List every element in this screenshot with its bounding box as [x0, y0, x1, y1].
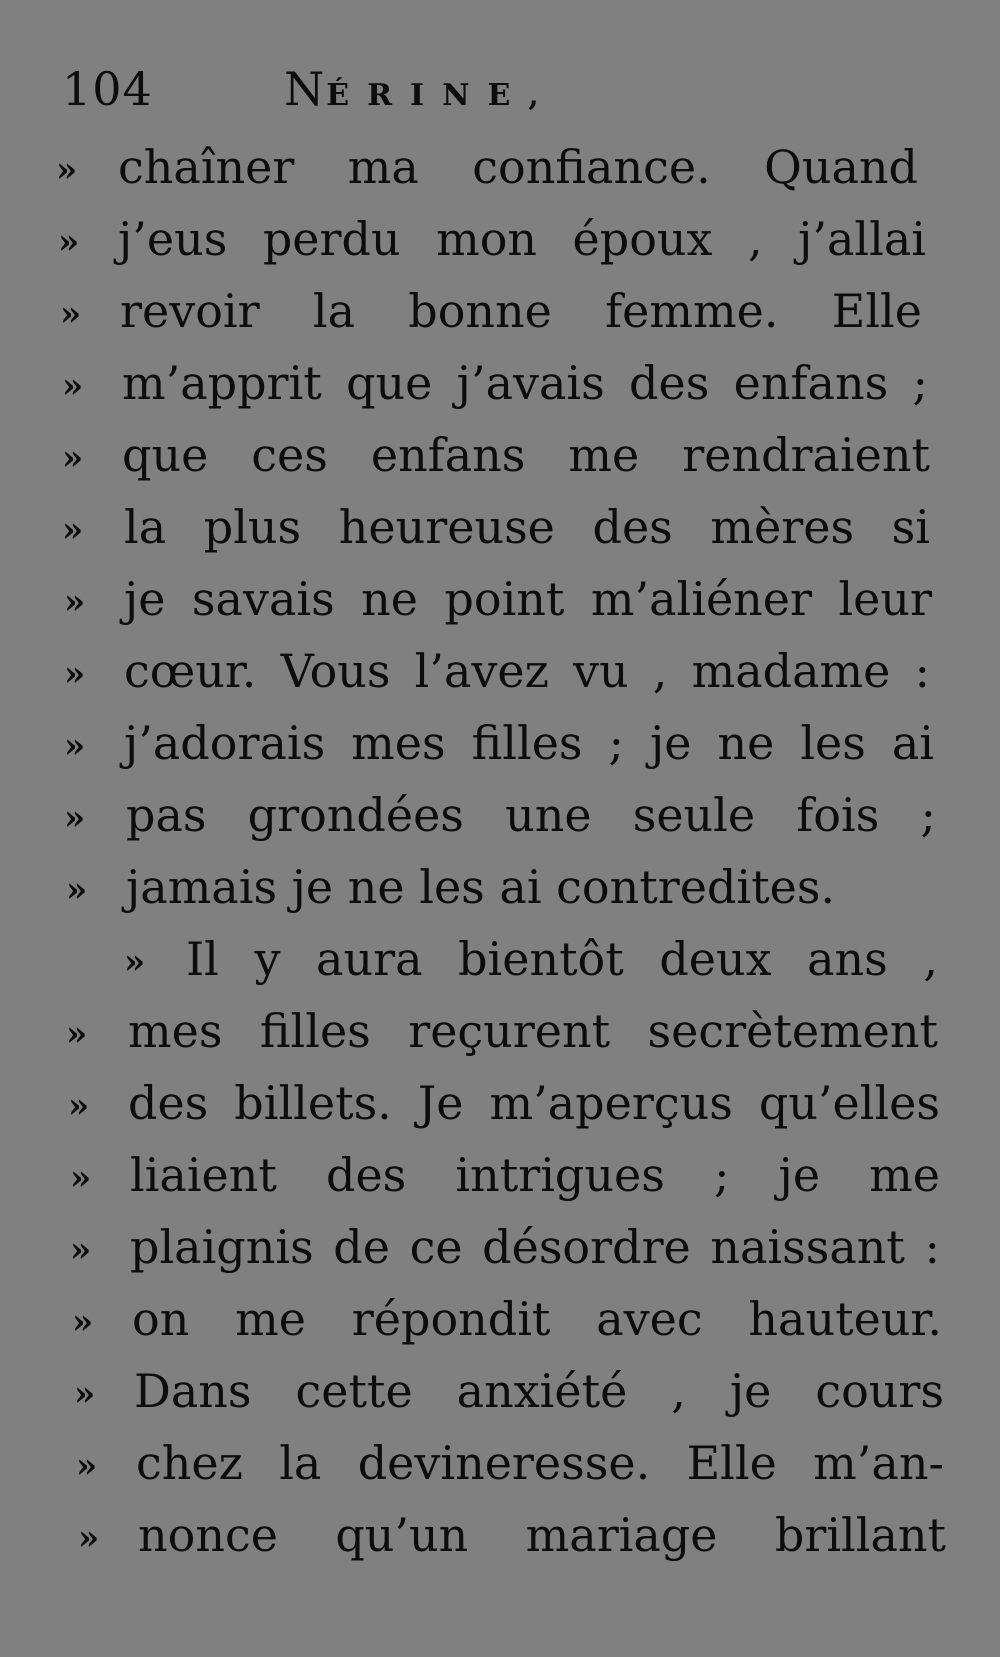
- running-title-initial: N: [284, 62, 327, 116]
- quote-mark: »: [72, 1302, 94, 1342]
- quote-mark: »: [58, 222, 80, 262]
- quote-mark: »: [62, 366, 84, 406]
- quote-mark: »: [64, 726, 86, 766]
- line-text: mes filles reçurent secrètement: [128, 1004, 938, 1058]
- line-text: chez la devineresse. Elle m’an-: [136, 1436, 944, 1490]
- text-line: [0, 1364, 1000, 1436]
- quote-mark: »: [74, 1374, 96, 1414]
- quote-mark: »: [76, 1446, 98, 1486]
- quote-mark: »: [124, 942, 146, 982]
- quote-mark: »: [64, 654, 86, 694]
- text-line: [0, 572, 1000, 644]
- running-title: [284, 62, 557, 116]
- quote-mark: »: [70, 1158, 92, 1198]
- line-text: liaient des intrigues ; je me: [130, 1148, 940, 1202]
- line-text: jamais je ne les ai contredites.: [126, 860, 836, 914]
- quote-mark: »: [60, 294, 82, 334]
- quote-mark: »: [66, 870, 88, 910]
- quote-mark: »: [68, 1086, 90, 1126]
- text-line: [0, 284, 1000, 356]
- text-line: [0, 716, 1000, 788]
- quote-mark: »: [64, 798, 86, 838]
- line-text: pas grondées une seule fois ;: [126, 788, 936, 842]
- quote-mark: »: [64, 582, 86, 622]
- quote-mark: »: [70, 1230, 92, 1270]
- line-text: revoir la bonne femme. Elle: [120, 284, 922, 338]
- page-number: 104: [62, 62, 153, 116]
- text-line: [0, 1004, 1000, 1076]
- line-text: on me répondit avec hauteur.: [132, 1292, 942, 1346]
- line-text: la plus heureuse des mères si: [124, 500, 930, 554]
- line-text: je savais ne point m’aliéner leur: [124, 572, 932, 626]
- line-text: j’adorais mes filles ; je ne les ai: [124, 716, 934, 770]
- quote-mark: »: [78, 1518, 100, 1558]
- line-text: cœur. Vous l’avez vu , madame :: [124, 644, 930, 698]
- text-line: [0, 932, 1000, 1004]
- line-text: Dans cette anxiété , je cours: [134, 1364, 944, 1418]
- quote-mark: »: [62, 510, 84, 550]
- text-line: [0, 1436, 1000, 1508]
- line-text: nonce qu’un mariage brillant: [138, 1508, 946, 1562]
- text-line: [0, 500, 1000, 572]
- page-header: [62, 52, 942, 122]
- line-text: j’eus perdu mon époux , j’allai: [118, 212, 926, 266]
- text-line: [0, 1508, 1000, 1580]
- text-line: [0, 428, 1000, 500]
- text-line: [0, 212, 1000, 284]
- line-text: chaîner ma confiance. Quand: [118, 140, 918, 194]
- text-line: [0, 1292, 1000, 1364]
- text-line: [0, 1148, 1000, 1220]
- text-line: [0, 1076, 1000, 1148]
- text-line: [0, 788, 1000, 860]
- text-line: [0, 1220, 1000, 1292]
- text-line: [0, 860, 1000, 932]
- quote-mark: »: [62, 438, 84, 478]
- line-text: plaignis de ce désordre naissant :: [130, 1220, 940, 1274]
- running-title-rest: ÉRINE,: [326, 78, 557, 113]
- text-line: [0, 356, 1000, 428]
- text-line: [0, 644, 1000, 716]
- line-text: m’apprit que j’avais des enfans ;: [122, 356, 928, 410]
- quote-mark: »: [66, 1014, 88, 1054]
- quote-mark: »: [56, 150, 78, 190]
- line-text: que ces enfans me rendraient: [122, 428, 930, 482]
- text-line: [0, 140, 1000, 212]
- line-text: des billets. Je m’aperçus qu’elles: [128, 1076, 940, 1130]
- line-text: Il y aura bientôt deux ans ,: [186, 932, 938, 986]
